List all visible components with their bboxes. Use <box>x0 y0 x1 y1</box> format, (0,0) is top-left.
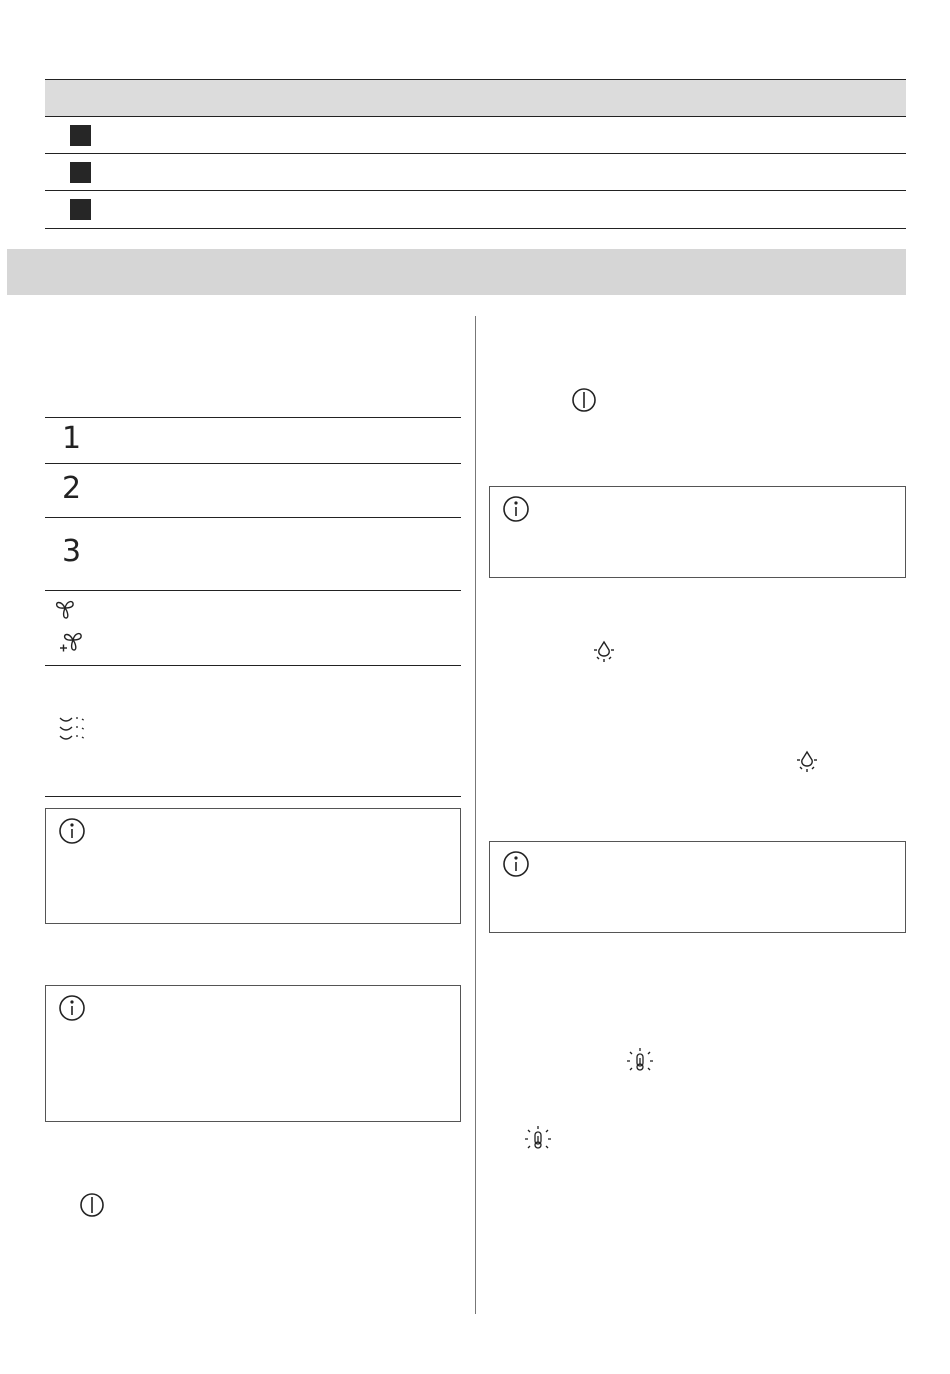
black-square-marker <box>70 199 91 220</box>
speed-digit-3: 3 <box>62 534 82 569</box>
fan-plus-icon <box>58 629 86 655</box>
speed-table-rule <box>45 463 461 464</box>
top-table-rule <box>45 190 906 191</box>
speed-table-rule <box>45 417 461 418</box>
power-icon <box>571 387 597 413</box>
top-table-rule <box>45 153 906 154</box>
lamp-icon <box>591 637 617 665</box>
power-icon <box>79 1192 105 1218</box>
info-icon <box>502 850 530 878</box>
info-box <box>489 841 906 933</box>
info-icon <box>58 817 86 845</box>
speed-table-rule <box>45 590 461 591</box>
top-table-rule <box>45 79 906 80</box>
black-square-marker <box>70 125 91 146</box>
top-table-rule <box>45 228 906 229</box>
speed-table-rule <box>45 796 461 797</box>
column-divider <box>475 316 476 1314</box>
fan-icon <box>52 597 78 621</box>
speed-table-rule <box>45 517 461 518</box>
black-square-marker <box>70 162 91 183</box>
lamp-icon <box>794 747 820 775</box>
temperature-light-icon <box>626 1047 654 1075</box>
speed-digit-2: 2 <box>62 471 82 506</box>
temperature-light-icon <box>524 1125 552 1153</box>
speed-table-rule <box>45 665 461 666</box>
info-box <box>45 808 461 924</box>
speed-digit-1: 1 <box>62 421 82 456</box>
wavy-lines-icon <box>58 715 88 743</box>
section-heading-band <box>7 249 906 295</box>
top-table-header <box>45 80 906 116</box>
info-icon <box>58 994 86 1022</box>
info-box <box>489 486 906 578</box>
top-table-rule <box>45 116 906 117</box>
info-box <box>45 985 461 1122</box>
info-icon <box>502 495 530 523</box>
